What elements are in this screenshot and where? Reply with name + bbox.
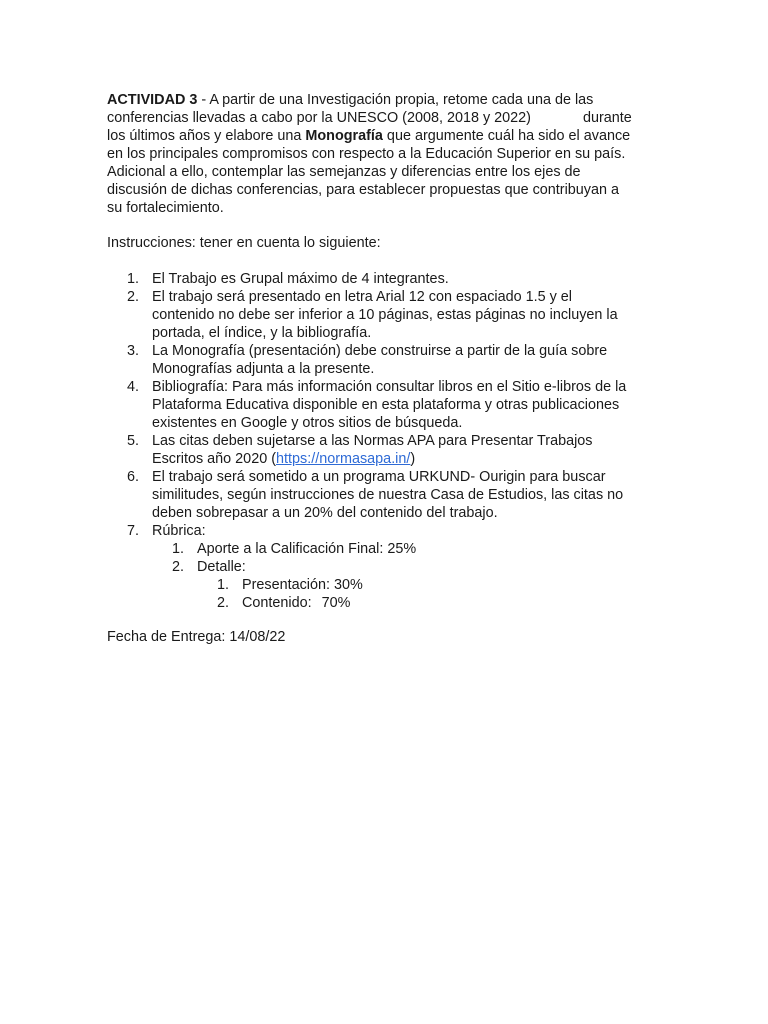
list-item-text: Las citas deben sujetarse a las Normas APA para Presentar Trabajos: [152, 433, 593, 449]
list-number: 2.: [127, 289, 140, 305]
activity-line-6: discusión de dichas conferencias, para establecer propuestas que contribuyan a: [107, 182, 619, 198]
list-item: [107, 342, 667, 378]
list-item-text-with-link: [152, 450, 667, 468]
list-number: 2.: [172, 559, 185, 575]
list-item: [107, 432, 667, 468]
rubric-presentation: Presentación: 30%: [242, 577, 363, 593]
activity-line-5: Adicional a ello, contemplar las semejanzas y diferencias entre los ejes de: [107, 164, 581, 180]
list-item-text: similitudes, según instrucciones de nuestra Casa de Estudios, las citas no: [152, 487, 624, 503]
list-item-text: Bibliografía: Para más información consultar libros en el Sitio e-libros de la: [152, 379, 627, 395]
normas-apa-link[interactable]: https://normasapa.in/: [276, 451, 411, 467]
activity-line-3: [107, 127, 667, 145]
rubric-sub-item: [107, 540, 667, 558]
list-item-text: Plataforma Educativa disponible en esta plataforma y otras publicaciones: [152, 397, 620, 413]
list-number: 6.: [127, 469, 140, 485]
list-number: 1.: [217, 577, 230, 593]
list-number: 3.: [127, 343, 140, 359]
list-number: 4.: [127, 379, 140, 395]
list-item-text: existentes en Google y otros sitios de búsqueda.: [152, 415, 463, 431]
list-item-text: portada, el índice, y la bibliografía.: [152, 325, 372, 341]
activity-title: ACTIVIDAD 3: [107, 92, 198, 108]
rubric-content-label: Contenido:: [242, 595, 312, 611]
list-item-text: La Monografía (presentación) debe construirse a partir de la guía sobre: [152, 343, 608, 359]
rubric-detail-item: [107, 576, 667, 594]
list-item-text: Rúbrica:: [152, 523, 206, 539]
rubric-detail-label: Detalle:: [197, 559, 246, 575]
activity-line-2: [107, 109, 667, 127]
list-item-text: deben sobrepasar a un 20% del contenido del trabajo.: [152, 505, 498, 521]
activity-line-7: su fortalecimiento.: [107, 200, 224, 216]
rubric-final-grade: Aporte a la Calificación Final: 25%: [197, 541, 417, 557]
rubric-detail-item: [107, 594, 667, 612]
list-item: [107, 270, 667, 288]
list-number: 2.: [217, 595, 230, 611]
list-item: [107, 378, 667, 432]
list-item: [107, 468, 667, 522]
activity-paragraph: [107, 91, 667, 217]
list-item-text: Monografías adjunta a la presente.: [152, 361, 375, 377]
list-number: 7.: [127, 523, 140, 539]
list-item-text: contenido no debe ser inferior a 10 páginas, estas páginas no incluyen la: [152, 307, 618, 323]
rubric-sub-item: [107, 558, 667, 576]
activity-line-1: [107, 91, 667, 109]
list-item: [107, 522, 667, 540]
instructions-heading: Instrucciones: tener en cuenta lo siguiente:: [107, 235, 381, 251]
list-item-text: El trabajo será presentado en letra Arial 12 con espaciado 1.5 y el: [152, 289, 572, 305]
activity-line-3-post: que argumente cuál ha sido el avance: [382, 128, 631, 144]
monografia-keyword: Monografía: [305, 128, 383, 144]
rubric-content-value: 70%: [321, 595, 351, 611]
list-number: 5.: [127, 433, 140, 449]
due-date: Fecha de Entrega: 14/08/22: [107, 629, 286, 645]
list-item-text: El Trabajo es Grupal máximo de 4 integrantes.: [152, 271, 449, 287]
citation-text-pre: Escritos año 2020 (: [152, 451, 276, 467]
activity-line-4: en los principales compromisos con respecto a la Educación Superior en su país.: [107, 146, 626, 162]
activity-line-3-pre: los últimos años y elabore una: [107, 128, 306, 144]
activity-line-2-text: conferencias llevadas a cabo por la UNESCO (2008, 2018 y 2022): [107, 110, 531, 126]
citation-text-post: ): [410, 451, 416, 467]
instructions-list: [107, 270, 667, 612]
list-item: [107, 288, 667, 342]
list-item-text: El trabajo será sometido a un programa URKUND- Ourigin para buscar: [152, 469, 606, 485]
list-number: 1.: [127, 271, 140, 287]
activity-line-1-text: - A partir de una Investigación propia, retome cada una de las: [197, 92, 594, 108]
rubric-content: [242, 594, 667, 612]
activity-line-2-end: durante: [582, 110, 632, 126]
list-number: 1.: [172, 541, 185, 557]
